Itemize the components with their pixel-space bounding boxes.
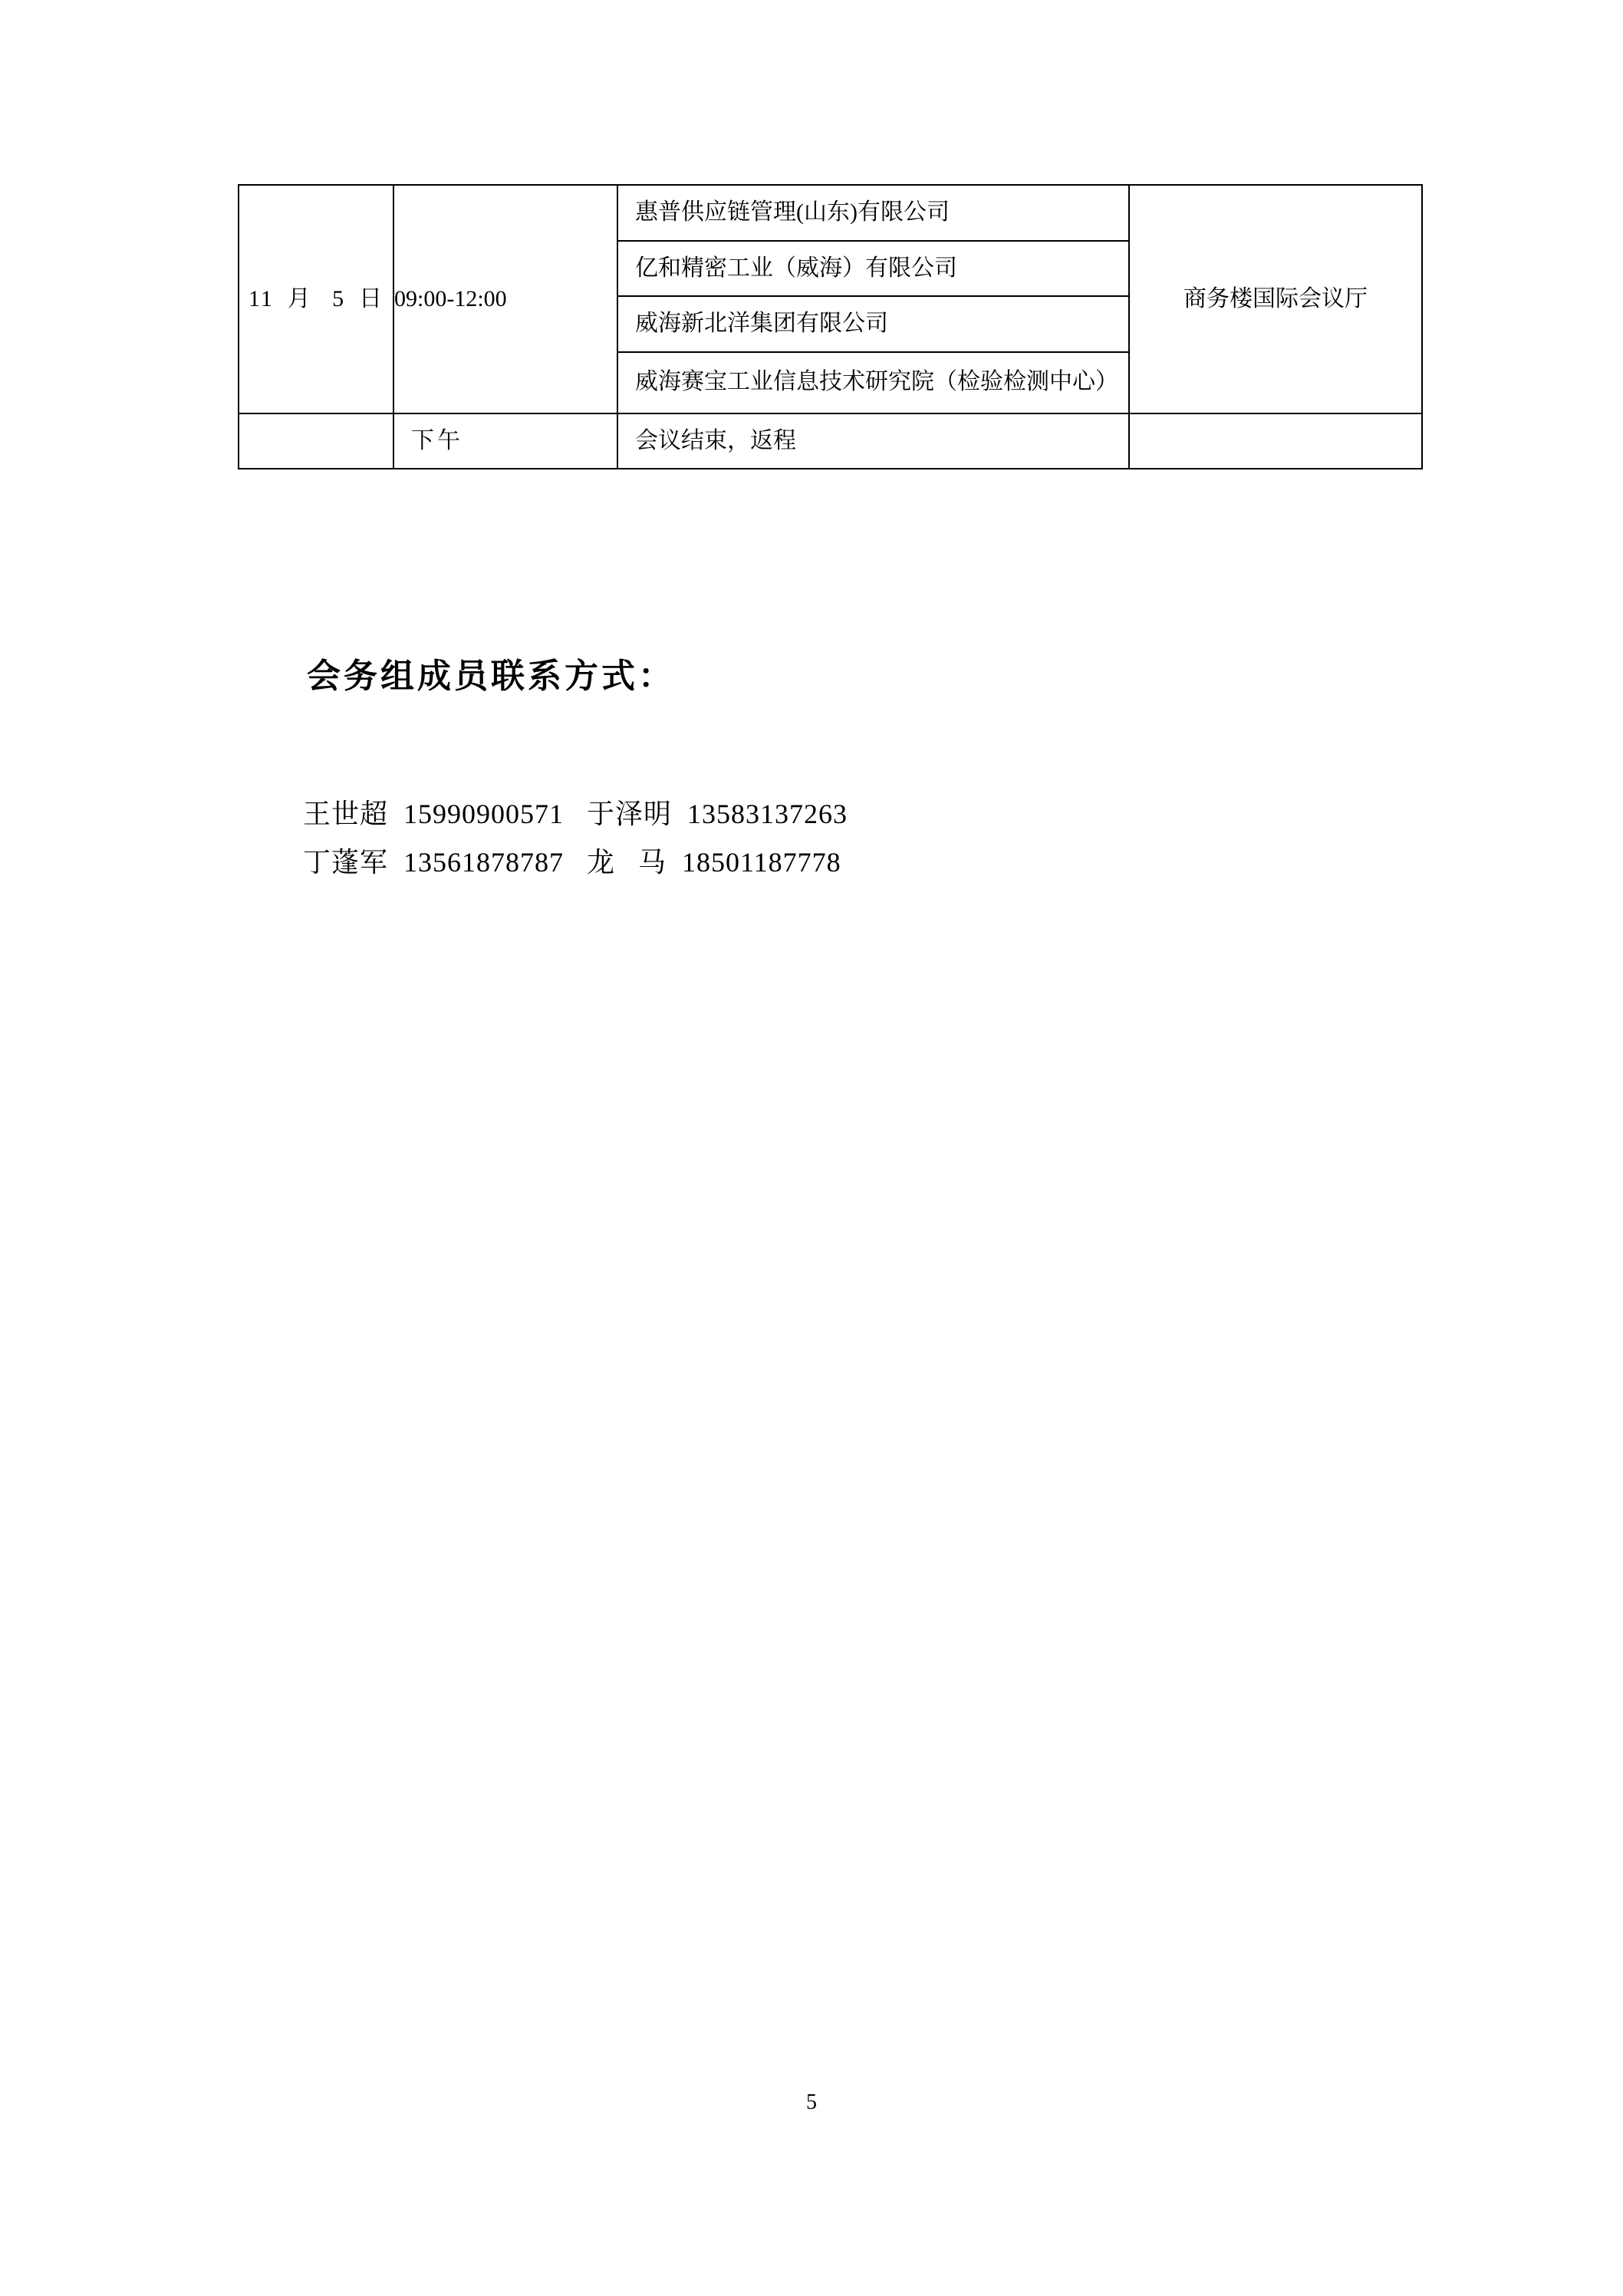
schedule-item-cell <box>617 296 1129 352</box>
schedule-item-text: 亿和精密工业（威海）有限公司 <box>635 255 957 281</box>
schedule-item-cell <box>617 352 1129 413</box>
schedule-item-cell <box>617 413 1129 469</box>
schedule-venue-empty-cell <box>1129 413 1422 469</box>
schedule-date-label: 11 月 5 日 <box>249 286 384 312</box>
schedule-date-empty-cell <box>239 413 393 469</box>
schedule-table-container <box>238 184 1423 469</box>
page-number: 5 <box>806 2090 817 2114</box>
schedule-time-morning-cell: 09:00-12:00 <box>393 185 617 413</box>
table-row <box>239 413 1422 469</box>
schedule-item-cell <box>617 241 1129 297</box>
contact-line: 丁蓬军 13561878787 龙 马 18501187778 <box>303 847 841 878</box>
schedule-item-text: 惠普供应链管理(山东)有限公司 <box>635 199 950 225</box>
contact-section-heading: 会务组成员联系方式： <box>307 657 675 695</box>
schedule-table <box>238 184 1423 469</box>
contact-list <box>303 790 848 887</box>
schedule-item-text: 会议结束，返程 <box>635 427 796 453</box>
schedule-venue-cell: 商务楼国际会议厅 <box>1129 185 1422 413</box>
schedule-time-afternoon-cell: 下午 <box>393 413 617 469</box>
schedule-item-text: 威海新北洋集团有限公司 <box>635 311 888 336</box>
schedule-date-cell <box>239 185 393 413</box>
schedule-item-text: 威海赛宝工业信息技术研究院（检验检测中心） <box>635 368 1118 394</box>
table-row <box>239 185 1422 241</box>
schedule-item-cell <box>617 185 1129 241</box>
contact-line: 王世超 15990900571 于泽明 13583137263 <box>303 799 848 829</box>
